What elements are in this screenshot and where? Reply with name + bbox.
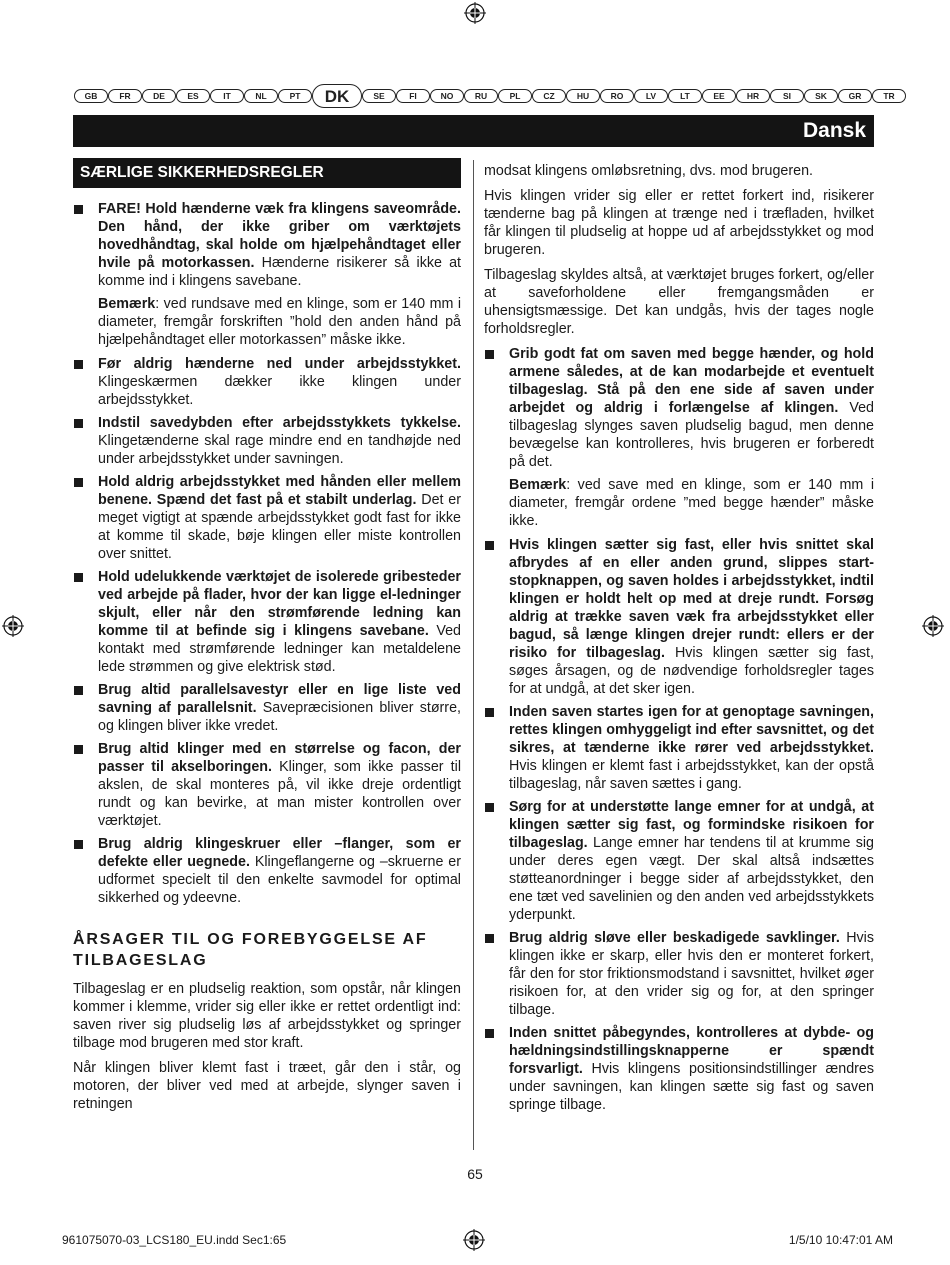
bullet-bold-text: Inden snittet påbegyndes, kontrolleres at dybde- og hældningsindstillingsknapperne er spændt forsvarligt. (509, 1025, 874, 1077)
language-tab-bar (74, 83, 895, 109)
bullet-text: Lange emner har tendens til at krumme sig under deres egen vægt. Der skal altså indsættes støtteanordninger i begge sider af arbejdsstykket, den ene tæt ved savelinien og den anden ved arbejdsstykkets yderpunkt. (509, 835, 874, 923)
note-label: Bemærk (98, 296, 156, 312)
body-paragraph: modsat klingens omløbsretning, dvs. mod brugeren. (484, 163, 813, 179)
registration-mark-right-icon (922, 615, 944, 637)
bullet-text: Ved tilbageslag slynges saven pludselig bagud, men denne bevægelse kan kontrolleres, hvis brugeren er forberedt på det. (509, 400, 874, 470)
language-tab-se[interactable]: SE (362, 89, 396, 103)
language-tab-fr[interactable]: FR (108, 89, 142, 103)
bullet-bold-text: Brug aldrig sløve eller beskadigede savklinger. (509, 930, 840, 946)
language-tab-si[interactable]: SI (770, 89, 804, 103)
bullet-bold-text: Hold aldrig arbejdsstykket med hånden eller mellem benene. Spænd det fast på et stabilt underlag. (98, 474, 461, 508)
bullet-bold-text: Brug altid parallelsavestyr eller en lige liste ved savning af parallelsnit. (98, 682, 461, 716)
language-tab-pl[interactable]: PL (498, 89, 532, 103)
body-paragraph: Når klingen bliver klemt fast i træet, går den i står, og motoren, der bliver ved med at arbejde, slynger saven i retningen (73, 1060, 461, 1112)
bullet-bold-text: FARE! Hold hænderne væk fra klingens saveområde. Den hånd, der ikke griber om værktøjets hovedhåndtag, skal holde om hjælpehåndtaget eller hvile på motorkassen. (98, 201, 461, 271)
footer-file-info: 961075070-03_LCS180_EU.indd Sec1:65 (62, 1233, 287, 1247)
bullet-text: Hvis klingen sætter sig fast, søges årsagen, og de nødvendige forholdsregler tages for at undgå, at det sker igen. (509, 645, 874, 697)
language-tab-dk[interactable]: DK (312, 84, 362, 108)
note-text: : ved rundsave med en klinge, som er 140 mm i diameter, fremgår forskriften ”hold den anden hånd på hjælpehåndtaget eller motorkassen” måske ikke. (98, 296, 461, 348)
note-label: Bemærk (509, 477, 567, 493)
bullet-bold-text: Brug altid klinger med en størrelse og facon, der passer til akselboringen. (98, 741, 461, 775)
section-heading-kickback: ÅRSAGER TIL OG FOREBYGGELSE AF TILBAGESLAG (73, 931, 428, 969)
bullet-text: Hvis klingen ikke er skarp, eller hvis den er monteret forkert, får den for stor friktionsmodstand i savsnittet, hvilket øger risikoen for, at den vrider sig og for, at den springer tilbage. (509, 930, 874, 1018)
bullet-bold-text: Hold udelukkende værktøjet de isolerede gribesteder ved arbejde på flader, hvor der kan ligge el-ledninger skjult, eller når den strømførende ledning kan komme til at befinde sig i klingens savebane. (98, 569, 461, 639)
language-tab-gb[interactable]: GB (74, 89, 108, 103)
language-tab-cz[interactable]: CZ (532, 89, 566, 103)
language-tab-lv[interactable]: LV (634, 89, 668, 103)
list-item (484, 703, 874, 793)
list-item (73, 473, 461, 563)
bullet-text: Klingeskærmen dækker ikke klingen under arbejdsstykket. (98, 374, 461, 408)
language-tab-gr[interactable]: GR (838, 89, 872, 103)
list-item (484, 1024, 874, 1114)
page-number: 65 (467, 1166, 483, 1182)
language-tab-hu[interactable]: HU (566, 89, 600, 103)
list-item (73, 568, 461, 676)
body-paragraph: Hvis klingen vrider sig eller er rettet forkert ind, risikerer tænderne bag på klingen at trænge ned i træfladen, hvilket får klingen til pludselig at hoppe ud af arbejdsstykket og mod brugeren. (484, 188, 874, 258)
bullet-bold-text: Inden saven startes igen for at genoptage savningen, rettes klingen omhyggeligt ind efter savsnittet, og det sikres, at tænderne ikke rører ved arbejdsstykket. (509, 704, 874, 756)
bullet-text: Det er meget vigtigt at spænde arbejdsstykket godt fast for ikke at komme til skade, bøje klingen eller miste kontrollen over snittet. (98, 492, 461, 562)
registration-mark-top-icon (464, 2, 486, 24)
language-tab-sk[interactable]: SK (804, 89, 838, 103)
bullet-text: Klingeflangerne og –skruerne er udformet specielt til den enkelte savmodel for optimal sikkerhed og ydeevne. (98, 854, 461, 906)
section-heading-safety-rules: SÆRLIGE SIKKERHEDSREGLER (73, 158, 461, 188)
bullet-text: Klinger, som ikke passer til akslen, de skal monteres på, vil ikke dreje ordentligt rundt og kan bevirke, at man mister kontrollen over værktøjet. (98, 759, 462, 829)
list-item (484, 345, 874, 471)
bullet-text: Hvis klingens positionsindstillinger ændres under savningen, kan klingen sætte sig fast og saven springe tilbage. (509, 1061, 874, 1113)
language-tab-hr[interactable]: HR (736, 89, 770, 103)
column-divider (473, 160, 474, 1150)
language-tab-de[interactable]: DE (142, 89, 176, 103)
bullet-bold-text: Indstil savedybden efter arbejdsstykkets tykkelse. (98, 415, 461, 431)
registration-mark-bottom-icon (463, 1229, 485, 1251)
page-title: Dansk (73, 115, 874, 147)
list-item (484, 929, 874, 1019)
list-item (484, 536, 874, 698)
bullet-text: Savepræcisionen bliver større, og klingen bliver ikke vredet. (98, 700, 461, 734)
language-tab-lt[interactable]: LT (668, 89, 702, 103)
list-item (73, 200, 461, 290)
registration-mark-left-icon (2, 615, 24, 637)
note-paragraph (73, 295, 461, 349)
language-tab-fi[interactable]: FI (396, 89, 430, 103)
bullet-bold-text: Hvis klingen sætter sig fast, eller hvis snittet skal afbrydes af en eller anden grund, slippes start-stopknappen, og saven holdes i arbejdsstykket, indtil klingen er holdt helt op med at dreje rundt. Forsøg aldrig at trække saven væk fra arbejdsstykket eller bagud, så længe klingen drejer rundt: ellers er der risiko for tilbageslag. (509, 537, 874, 661)
bullet-bold-text: Grib godt fat om saven med begge hænder, og hold armene således, at de kan modarbejde et eventuelt tilbageslag. Stå på den ene side af saven under arbejdet og aldrig i forlængelse af klingen. (509, 346, 874, 416)
bullet-bold-text: Før aldrig hænderne ned under arbejdsstykket. (98, 356, 461, 372)
bullet-bold-text: Brug aldrig klingeskruer eller –flanger, som er defekte eller uegnede. (98, 836, 461, 870)
bullet-text: Klingetænderne skal rage mindre end en tandhøjde ned under arbejdsstykket under savningen. (98, 433, 461, 467)
bullet-text: Hvis klingen er klemt fast i arbejdsstykket, kan der opstå tilbageslag, når saven sættes i gang. (509, 758, 874, 792)
language-tab-es[interactable]: ES (176, 89, 210, 103)
list-item (73, 740, 461, 830)
bullet-text: Ved kontakt med strømførende ledninger kan metaldelene lede strømmen og give elektrisk stød. (98, 623, 462, 675)
footer-timestamp: 1/5/10 10:47:01 AM (788, 1233, 893, 1247)
list-item (73, 355, 461, 409)
language-tab-pt[interactable]: PT (278, 89, 312, 103)
note-text: : ved save med en klinge, som er 140 mm i diameter, fremgår ordene ”med begge hænder” måske ikke. (509, 477, 874, 529)
list-item (484, 798, 874, 924)
language-tab-nl[interactable]: NL (244, 89, 278, 103)
list-item (73, 681, 461, 735)
left-column (73, 158, 461, 1120)
body-paragraph: Tilbageslag skyldes altså, at værktøjet bruges forkert, og/eller at saveforholdene eller fremgangsmåden er uhensigtsmæssige. Det kan undgås, hvis der tages nogle forholdsregler. (484, 267, 874, 337)
note-paragraph (484, 476, 874, 530)
language-tab-it[interactable]: IT (210, 89, 244, 103)
language-tab-tr[interactable]: TR (872, 89, 906, 103)
bullet-bold-text: Sørg for at understøtte lange emner for at undgå, at klingen sætter sig fast, og formindske risikoen for tilbageslag. (509, 799, 874, 851)
body-paragraph: Tilbageslag er en pludselig reaktion, som opstår, når klingen kommer i klemme, vrider sig eller ikke er rettet ordentligt ind: saven river sig pludselig løs af arbejdsstykket og springer tilbage mod brugeren med stor kraft. (73, 981, 461, 1051)
language-tab-ee[interactable]: EE (702, 89, 736, 103)
language-tab-ru[interactable]: RU (464, 89, 498, 103)
right-column (484, 162, 874, 1119)
language-tab-ro[interactable]: RO (600, 89, 634, 103)
language-tab-no[interactable]: NO (430, 89, 464, 103)
list-item (73, 835, 461, 907)
list-item (73, 414, 461, 468)
bullet-text: Hænderne risikerer så ikke at komme ind i klingens savebane. (98, 255, 461, 289)
